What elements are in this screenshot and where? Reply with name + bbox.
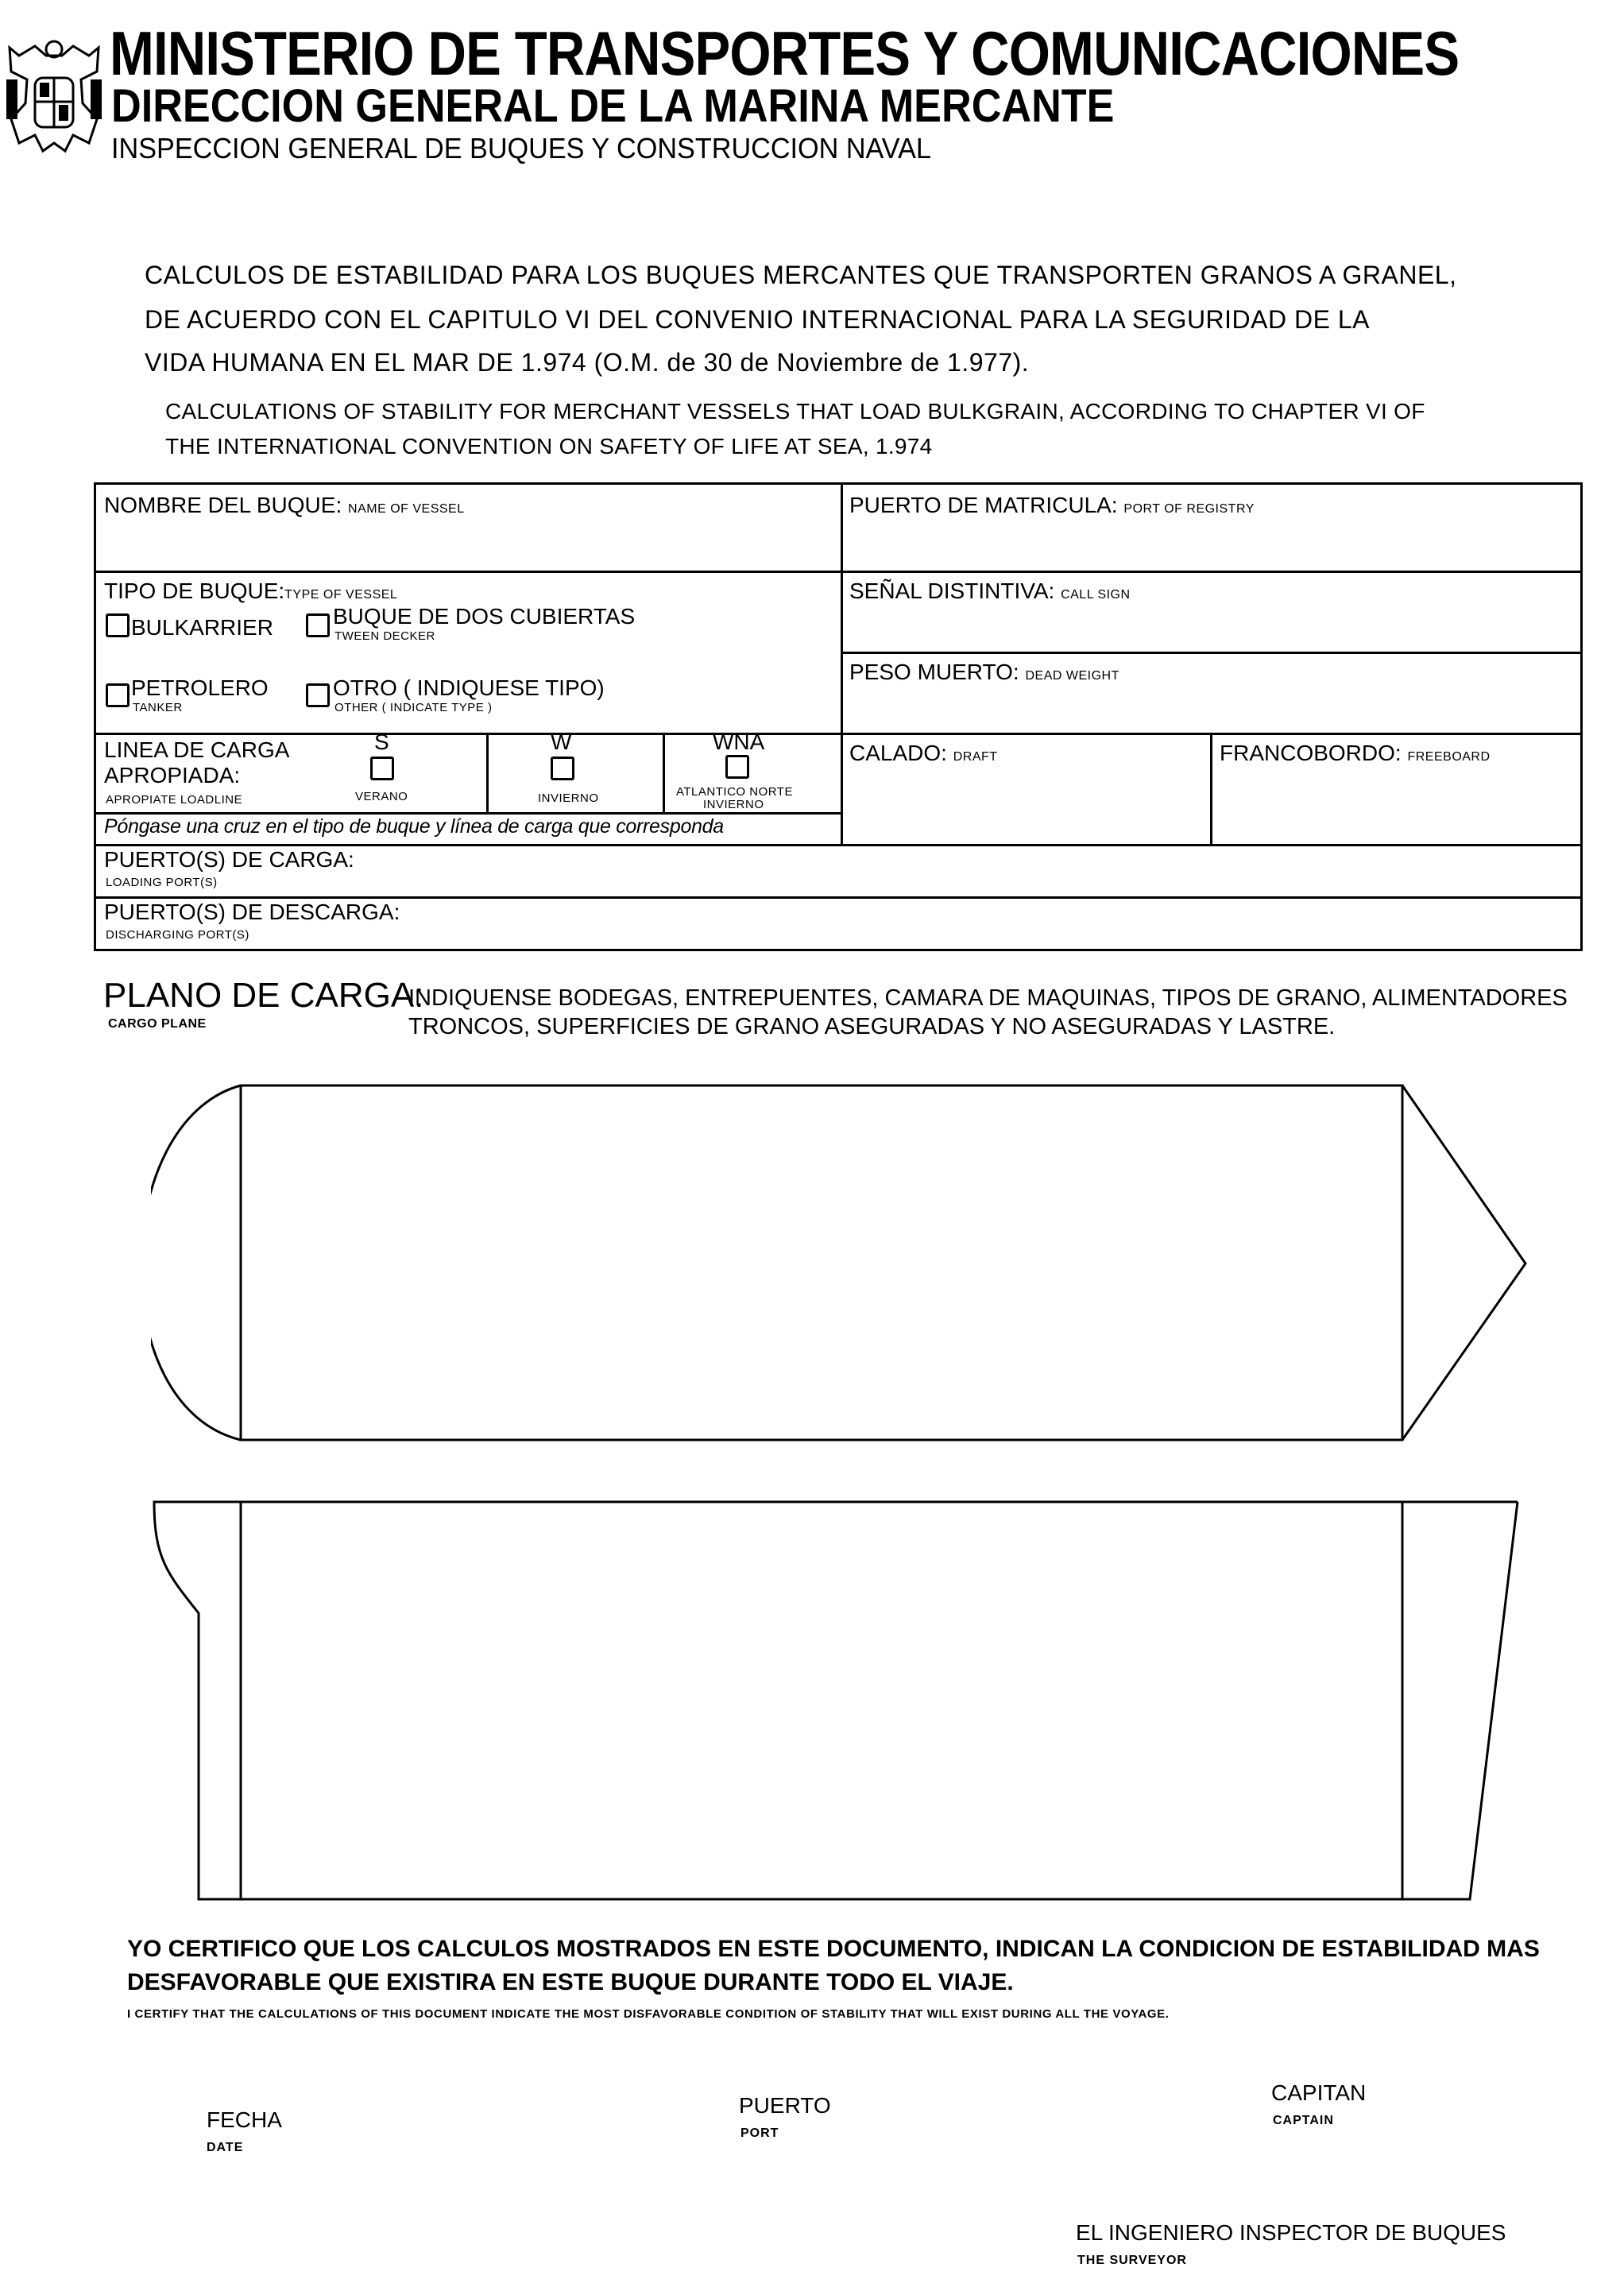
vessel-info-form bbox=[94, 482, 1583, 951]
loadline-label1: LINEA DE CARGA bbox=[104, 737, 290, 762]
loading-port-en: LOADING PORT(S) bbox=[106, 876, 218, 889]
port-registry-field[interactable]: PUERTO DE MATRICULA: PORT OF REGISTRY bbox=[849, 493, 1255, 517]
cross-note: Póngase una cruz en el tipo de buque y línea de carga que corresponda bbox=[104, 815, 724, 838]
loadline-label2: APROPIADA: bbox=[104, 763, 241, 787]
loadline-s-label: S bbox=[374, 729, 389, 754]
loadline-wna-sub1: ATLANTICO NORTE bbox=[676, 785, 793, 799]
cargo-plan-title: PLANO DE CARGA: bbox=[103, 976, 424, 1015]
vessel-type-label: TIPO DE BUQUE:TYPE OF VESSEL bbox=[104, 579, 398, 603]
captain-label: CAPITAN bbox=[1271, 2080, 1367, 2105]
port-label-en: PORT bbox=[740, 2126, 779, 2140]
loadline-w-checkbox[interactable] bbox=[551, 757, 574, 780]
intro-es-line1: CALCULOS DE ESTABILIDAD PARA LOS BUQUES MERCANTES QUE TRANSPORTEN GRANOS A GRANEL, bbox=[145, 261, 1457, 289]
date-label: FECHA bbox=[207, 2107, 282, 2132]
discharging-port-en: DISCHARGING PORT(S) bbox=[106, 928, 249, 942]
tanker-en: TANKER bbox=[133, 701, 183, 714]
certify-line1: YO CERTIFICO QUE LOS CALCULOS MOSTRADOS EN ESTE DOCUMENTO, INDICAN LA CONDICION DE ESTABILIDAD MAS bbox=[127, 1936, 1540, 1962]
other-type-label: OTRO ( INDIQUESE TIPO) bbox=[333, 675, 605, 700]
tween-decker-label: BUQUE DE DOS CUBIERTAS bbox=[333, 604, 636, 629]
other-type-en: OTHER ( INDICATE TYPE ) bbox=[334, 701, 493, 714]
ship-plan-outline[interactable] bbox=[151, 1494, 1541, 1907]
tween-decker-checkbox[interactable] bbox=[306, 613, 330, 637]
loadline-w-sub: INVIERNO bbox=[538, 791, 599, 805]
draft-field[interactable]: CALADO: DRAFT bbox=[849, 741, 998, 765]
loadline-s-sub: VERANO bbox=[355, 790, 408, 803]
surveyor-label-en: THE SURVEYOR bbox=[1077, 2254, 1187, 2267]
loadline-en: APROPIATE LOADLINE bbox=[106, 793, 243, 807]
cargo-plan-title-en: CARGO PLANE bbox=[108, 1017, 207, 1031]
intro-en-line2: THE INTERNATIONAL CONVENTION ON SAFETY OF LIFE AT SEA, 1.974 bbox=[165, 434, 933, 459]
tween-decker-en: TWEEN DECKER bbox=[334, 629, 435, 643]
intro-es-line2: DE ACUERDO CON EL CAPITULO VI DEL CONVENIO INTERNACIONAL PARA LA SEGURIDAD DE LA bbox=[145, 305, 1370, 334]
certify-line2: DESFAVORABLE QUE EXISTIRA EN ESTE BUQUE DURANTE TODO EL VIAJE. bbox=[127, 1969, 1014, 1995]
loadline-wna-sub2: INVIERNO bbox=[703, 798, 764, 811]
cargo-plan-instr2: TRONCOS, SUPERFICIES DE GRANO ASEGURADAS Y NO ASEGURADAS Y LASTRE. bbox=[408, 1014, 1336, 1039]
loadline-wna-label: WNA bbox=[713, 729, 765, 754]
coat-of-arms-icon bbox=[3, 32, 105, 159]
vessel-name-field[interactable]: NOMBRE DEL BUQUE: NAME OF VESSEL bbox=[104, 493, 465, 517]
loading-port-field[interactable]: PUERTO(S) DE CARGA: bbox=[104, 847, 354, 872]
intro-en-line1: CALCULATIONS OF STABILITY FOR MERCHANT VESSELS THAT LOAD BULKGRAIN, ACCORDING TO CHAPTER VI OF bbox=[165, 399, 1425, 424]
port-label: PUERTO bbox=[739, 2093, 831, 2118]
loadline-s-checkbox[interactable] bbox=[370, 757, 394, 780]
other-type-checkbox[interactable] bbox=[306, 683, 330, 707]
captain-label-en: CAPTAIN bbox=[1273, 2114, 1334, 2127]
discharging-port-field[interactable]: PUERTO(S) DE DESCARGA: bbox=[104, 900, 400, 924]
loadline-wna-checkbox[interactable] bbox=[725, 755, 749, 779]
call-sign-field[interactable]: SEÑAL DISTINTIVA: CALL SIGN bbox=[849, 579, 1131, 603]
certify-en: I CERTIFY THAT THE CALCULATIONS OF THIS DOCUMENT INDICATE THE MOST DISFAVORABLE CONDITION OF STABILITY THAT WILL EXIST DURING ALL THE VOYAGE. bbox=[127, 2007, 1170, 2021]
cargo-plan-instr1: INDIQUENSE BODEGAS, ENTREPUENTES, CAMARA DE MAQUINAS, TIPOS DE GRANO, ALIMENTADORES bbox=[408, 985, 1568, 1011]
intro-es-line3: VIDA HUMANA EN EL MAR DE 1.974 (O.M. de 30 de Noviembre de 1.977). bbox=[145, 348, 1030, 377]
loadline-w-label: W bbox=[551, 729, 572, 754]
tanker-label: PETROLERO bbox=[131, 675, 269, 700]
ship-profile-outline[interactable] bbox=[151, 1073, 1541, 1454]
dead-weight-field[interactable]: PESO MUERTO: DEAD WEIGHT bbox=[849, 660, 1119, 684]
bulkcarrier-label: BULKARRIER bbox=[131, 615, 273, 640]
tanker-checkbox[interactable] bbox=[106, 683, 130, 707]
inspection-title: INSPECCION GENERAL DE BUQUES Y CONSTRUCCION NAVAL bbox=[111, 132, 931, 164]
date-label-en: DATE bbox=[207, 2141, 244, 2154]
direction-title: DIRECCION GENERAL DE LA MARINA MERCANTE bbox=[111, 80, 1115, 132]
ministry-title: MINISTERIO DE TRANSPORTES Y COMUNICACIONES bbox=[110, 18, 1460, 88]
freeboard-field[interactable]: FRANCOBORDO: FREEBOARD bbox=[1220, 741, 1491, 765]
bulkcarrier-checkbox[interactable] bbox=[106, 613, 130, 637]
surveyor-label: EL INGENIERO INSPECTOR DE BUQUES bbox=[1076, 2220, 1506, 2245]
